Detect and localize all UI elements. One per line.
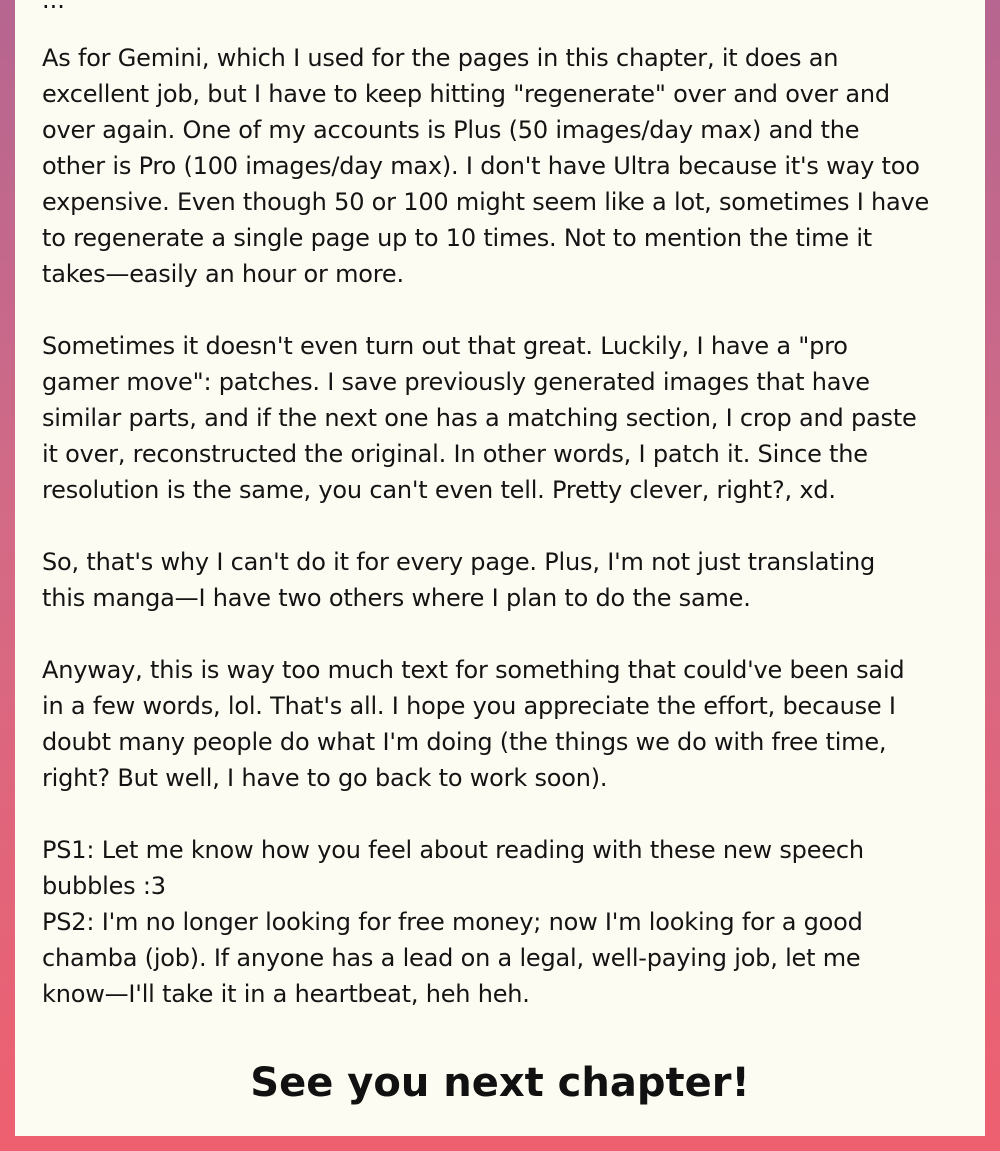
paragraph-anyway [42, 652, 967, 796]
text-line: resolution is the same, you can't even tell. Pretty clever, right?, xd. [42, 476, 836, 504]
text-line: gamer move": patches. I save previously generated images that have [42, 368, 870, 396]
text-line: this manga—I have two others where I plan to do the same. [42, 584, 751, 612]
text-line: Anyway, this is way too much text for something that could've been said [42, 656, 905, 684]
text-line: similar parts, and if the next one has a matching section, I crop and paste [42, 404, 917, 432]
text-line: chamba (job). If anyone has a lead on a legal, well-paying job, let me [42, 944, 861, 972]
paragraph-every-page [42, 544, 967, 616]
text-line: in a few words, lol. That's all. I hope you appreciate the effort, because I [42, 692, 896, 720]
text-line: PS2: I'm no longer looking for free money; now I'm looking for a good [42, 908, 863, 936]
text-panel [15, 0, 985, 1136]
text-line: bubbles :3 [42, 872, 166, 900]
text-line: PS1: Let me know how you feel about reading with these new speech [42, 836, 864, 864]
text-line: other is Pro (100 images/day max). I don't have Ultra because it's way too [42, 152, 920, 180]
signoff-heading: See you next chapter! [250, 1060, 750, 1106]
text-line: it over, reconstructed the original. In other words, I patch it. Since the [42, 440, 868, 468]
text-line: As for Gemini, which I used for the pages in this chapter, it does an [42, 44, 839, 72]
text-line: to regenerate a single page up to 10 times. Not to mention the time it [42, 224, 873, 252]
paragraph-patches [42, 328, 967, 508]
text-line: over again. One of my accounts is Plus (50 images/day max) and the [42, 116, 860, 144]
text-line: So, that's why I can't do it for every page. Plus, I'm not just translating [42, 548, 876, 576]
note-body [42, 40, 967, 1048]
paragraph-gemini [42, 40, 967, 292]
text-line: excellent job, but I have to keep hitting "regenerate" over and over and [42, 80, 890, 108]
text-line: takes—easily an hour or more. [42, 260, 404, 288]
text-line: doubt many people do what I'm doing (the things we do with free time, [42, 728, 887, 756]
text-line: know—I'll take it in a heartbeat, heh heh. [42, 980, 530, 1008]
paragraph-postscripts [42, 832, 967, 1012]
cut-off-text-fragment: ... [42, 0, 65, 14]
text-line: right? But well, I have to go back to work soon). [42, 764, 608, 792]
text-line: expensive. Even though 50 or 100 might seem like a lot, sometimes I have [42, 188, 930, 216]
text-line: Sometimes it doesn't even turn out that great. Luckily, I have a "pro [42, 332, 848, 360]
